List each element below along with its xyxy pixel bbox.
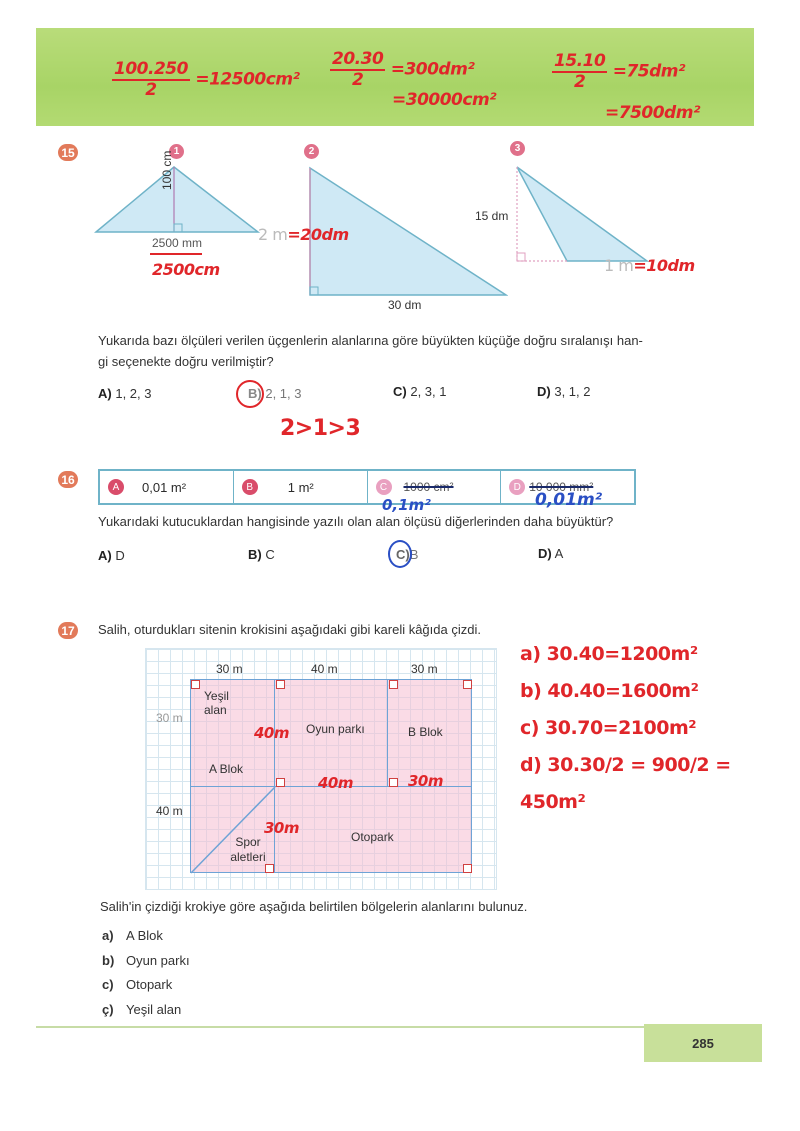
calc2-numerator: 20.30 (332, 49, 384, 69)
q16-option-b[interactable]: B) C (248, 547, 275, 562)
q17-handwritten-solutions (520, 636, 800, 821)
solution-a: a) 30.40=1200m² (520, 643, 698, 665)
box-value-c: 1000 cm² (403, 480, 454, 494)
solution-d: d) 30.30/2 = 900/2 = 450m² (520, 754, 731, 813)
q16-handwritten-c: 0,1m² (382, 496, 431, 514)
triangle-3-handwritten-base: 1 m=10dm (604, 256, 695, 275)
right-angle-mark (191, 680, 200, 689)
calc3-denominator: 2 (573, 71, 586, 92)
q15-option-a[interactable]: A) 1, 2, 3 (98, 386, 152, 401)
q16-box-b (234, 471, 368, 503)
calc2-result2: =30000cm² (392, 90, 497, 110)
triangle-2-number: 2 (304, 144, 319, 159)
handwritten-calc-1 (112, 60, 299, 99)
calc1-numerator: 100.250 (114, 59, 188, 79)
q16-option-c[interactable]: C)B (396, 547, 419, 562)
question-15-text (98, 330, 698, 372)
q16-option-a[interactable]: A) D (98, 548, 125, 563)
map-top-label-2: 40 m (311, 662, 338, 676)
q16-box-a (100, 471, 234, 503)
site-map-grid (145, 648, 497, 890)
label-otopark: Otopark (351, 830, 394, 844)
underline-mark (150, 253, 202, 255)
label-b-blok: B Blok (408, 725, 443, 739)
calc3-result: =75dm² (612, 61, 685, 82)
triangle-3-figure (515, 165, 650, 265)
q15-option-d[interactable]: D) 3, 1, 2 (537, 384, 591, 399)
handwritten-40m-height: 40m (254, 724, 290, 742)
handwritten-30m-width: 30m (408, 772, 444, 790)
triangle-2-handwritten-height: 2 m=20dm (258, 225, 349, 244)
label-spor-aletleri: Spor aletleri (230, 835, 266, 864)
triangle-1-number: 1 (169, 144, 184, 159)
calc1-denominator: 2 (145, 79, 157, 100)
box-value-b: 1 m² (287, 479, 314, 495)
q17-item-a: a) A Blok (102, 928, 163, 943)
map-left-label-1: 30 m (156, 711, 183, 725)
right-angle-mark (276, 680, 285, 689)
question-17-intro: Salih, oturdukları sitenin krokisini aşağıdaki gibi kareli kâğıda çizdi. (98, 622, 481, 637)
box-value-d: 10 000 mm² (529, 480, 594, 494)
calc3-numerator: 15.10 (554, 51, 606, 71)
triangle-1-handwritten-base: 2500cm (152, 260, 220, 279)
triangle-3-number: 3 (510, 141, 525, 156)
q17-items-list (102, 924, 190, 1022)
q17-item-c-cedilla: ç) Yeşil alan (102, 1001, 182, 1017)
box-letter-c: C (376, 479, 392, 495)
question-15-line2: gi seçenekte doğru verilmiştir? (98, 354, 274, 369)
q15-handwritten-answer: 2>1>3 (280, 416, 361, 441)
map-top-label-1: 30 m (216, 662, 243, 676)
q16-answer-circle-mark (388, 540, 412, 568)
box-letter-d: D (509, 479, 525, 495)
page-number: 285 (644, 1024, 762, 1062)
map-left-label-2: 40 m (156, 804, 183, 818)
triangle-1-base-label: 2500 mm (152, 236, 203, 250)
q16-option-d[interactable]: D) A (538, 546, 564, 561)
triangle-1-height-label: 100 cm (160, 150, 174, 190)
handwritten-30m-height: 30m (264, 819, 300, 837)
solution-c: c) 30.70=2100m² (520, 717, 697, 739)
question-15-badge: 15 (58, 144, 78, 161)
label-oyun-parki: Oyun parkı (306, 722, 365, 736)
box-letter-a: A (108, 479, 124, 495)
right-angle-mark (389, 778, 398, 787)
right-angle-mark (265, 864, 274, 873)
answer-circle-mark (236, 380, 264, 408)
calc2-result: =300dm² (390, 59, 475, 80)
triangle-1-figure (94, 165, 260, 235)
right-angle-mark (389, 680, 398, 689)
q15-option-c[interactable]: C) 2, 3, 1 (393, 384, 447, 399)
question-17-prompt: Salih'in çizdiği krokiye göre aşağıda belirtilen bölgelerin alanlarını bulunuz. (100, 899, 528, 914)
handwritten-calc-3 (552, 52, 685, 91)
question-17-badge: 17 (58, 622, 78, 639)
question-15-line1: Yukarıda bazı ölçüleri verilen üçgenlerin alanlarına göre büyükten küçüğe doğru sıralanışı han- (98, 333, 643, 348)
triangle-2-base-label: 30 dm (388, 298, 422, 312)
right-angle-mark (276, 778, 285, 787)
map-top-label-3: 30 m (411, 662, 438, 676)
calc1-result: =12500cm² (195, 69, 300, 90)
calc3-result2: =7500dm² (605, 103, 700, 123)
box-letter-b: B (242, 479, 258, 495)
footer-divider (36, 1026, 646, 1028)
q15-option-b[interactable]: B) 2, 1, 3 (248, 386, 302, 401)
question-16-text: Yukarıdaki kutucuklardan hangisinde yazılı olan alan ölçüsü diğerlerinden daha büyüktür? (98, 514, 614, 529)
box-value-a: 0,01 m² (142, 479, 187, 495)
q17-item-b: b) Oyun parkı (102, 952, 190, 968)
q17-item-c: c) Otopark (102, 977, 173, 992)
question-16-badge: 16 (58, 471, 78, 488)
handwritten-40m-width: 40m (318, 774, 354, 792)
label-a-blok: A Blok (209, 762, 244, 776)
right-angle-mark (463, 680, 472, 689)
handwritten-calc-2 (330, 50, 474, 89)
right-angle-mark (463, 864, 472, 873)
triangle-3-height-label: 15 dm (475, 209, 509, 223)
label-yesil-alan: Yeşil alan (204, 689, 229, 717)
calc2-denominator: 2 (351, 69, 364, 90)
q16-handwritten-d: 0,01m² (535, 490, 603, 510)
solution-b: b) 40.40=1600m² (520, 680, 699, 702)
